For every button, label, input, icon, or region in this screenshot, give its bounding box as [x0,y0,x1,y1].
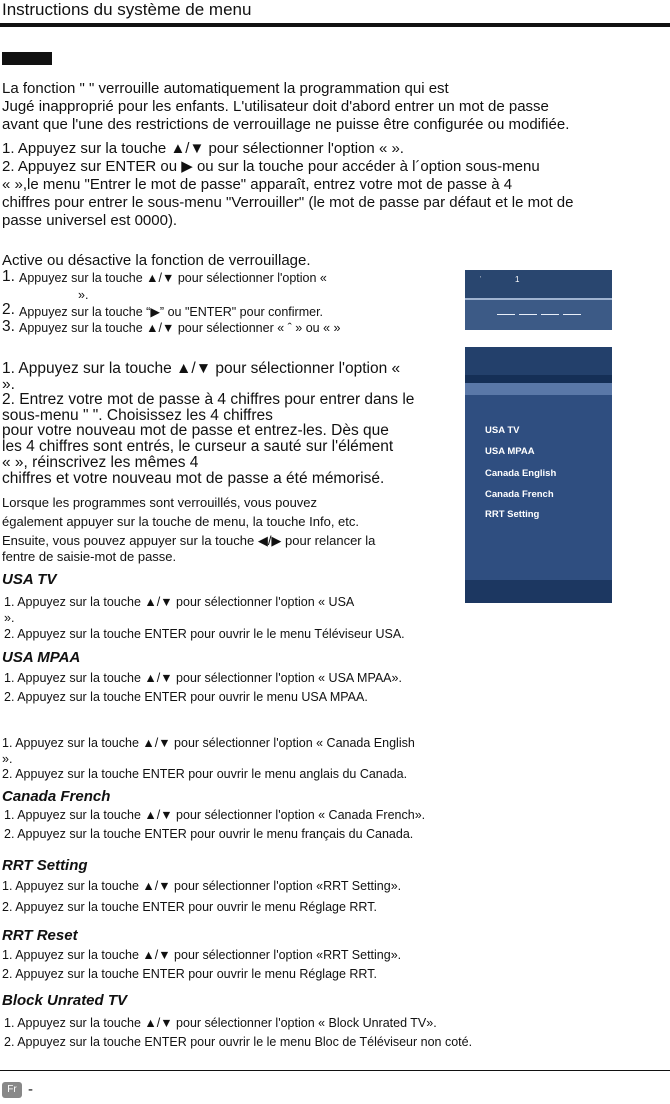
password-panel-header [465,270,612,298]
step-line: « »,le menu "Entrer le mot de passe" apparaît, entrez votre mot de passe à 4 [2,176,513,193]
redacted-label-bar [2,52,52,65]
section-line: 1. Appuyez sur la touche ▲/▼ pour sélectionner l'option « USA [4,595,355,609]
intro-line: La fonction " " verrouille automatiquement la programmation qui est [2,80,449,97]
step-line: 2. Appuyez sur ENTER ou ▶ ou sur la touche pour accéder à l´option sous-menu [2,158,540,175]
section-line: 2. Appuyez sur la touche ENTER pour ouvrir le menu anglais du Canada. [2,767,408,781]
lock-step-num: 2. [2,301,15,318]
lock-menu-highlight [465,375,612,383]
section-heading-usa-tv: USA TV [2,571,57,588]
password-step: « », réinscrivez les mêmes 4 [2,454,199,471]
password-step: 2. Entrez votre mot de passe à 4 chiffres pour entrer dans le [2,391,415,408]
section-heading-canada-french: Canada French [2,788,111,805]
lock-step-num: 1. [2,268,15,285]
section-line: 2. Appuyez sur la touche ENTER pour ouvrir le menu USA MPAA. [4,690,368,704]
info-line: Lorsque les programmes sont verrouillés, vous pouvez [2,495,318,510]
section-line: 2. Appuyez sur la touche ENTER pour ouvrir le menu français du Canada. [4,827,414,841]
password-digit-slot[interactable] [541,314,559,315]
lock-description: Active ou désactive la fonction de verrouillage. [2,252,311,269]
lock-step: ». [78,288,89,302]
menu-item-usa-mpaa[interactable]: USA MPAA [485,446,535,457]
page-title: Instructions du système de menu [2,0,252,19]
info-line: Ensuite, vous pouvez appuyer sur la touche ◀/▶ pour relancer la [2,533,376,548]
section-line: 1. Appuyez sur la touche ▲/▼ pour sélectionner l'option «RRT Setting». [2,879,402,893]
password-step: ». [2,376,15,393]
info-line: également appuyer sur la touche de menu, la touche Info, etc. [2,514,360,529]
lock-step: Appuyez sur la touche “▶” ou "ENTER" pour confirmer. [19,305,324,319]
lock-menu-selected-bar [465,383,612,395]
intro-line: Jugé inapproprié pour les enfants. L'utilisateur doit d'abord entrer un mot de passe [2,98,549,115]
password-panel-tick: ˈ [479,275,482,284]
section-heading-rrt-reset: RRT Reset [2,927,78,944]
section-line: 1. Appuyez sur la touche ▲/▼ pour sélectionner l'option « USA MPAA». [4,671,402,685]
lock-step: Appuyez sur la touche ▲/▼ pour sélectionner « ˆ » ou « » [19,321,341,335]
section-line: 2. Appuyez sur la touche ENTER pour ouvrir le menu Réglage RRT. [2,900,377,914]
lock-step-num: 3. [2,318,15,335]
footer-rule [0,1070,670,1071]
section-line: 1. Appuyez sur la touche ▲/▼ pour sélectionner l'option « Canada English [2,736,415,750]
section-line: ». [4,611,15,625]
section-line: 1. Appuyez sur la touche ▲/▼ pour sélectionner l'option «RRT Setting». [2,948,402,962]
password-digit-slot[interactable] [563,314,581,315]
password-panel-divider [465,298,612,300]
password-entry-panel [465,270,612,330]
password-step: 1. Appuyez sur la touche ▲/▼ pour sélectionner l'option « [2,360,401,377]
page-number-dash: - [28,1081,33,1098]
password-step: chiffres et votre nouveau mot de passe a été mémorisé. [2,470,385,487]
intro-line: avant que l'une des restrictions de verrouillage ne puisse être configurée ou modifiée. [2,116,570,133]
lock-menu-header [465,347,612,375]
menu-item-usa-tv[interactable]: USA TV [485,425,520,436]
section-line: 2. Appuyez sur la touche ENTER pour ouvrir le le menu Téléviseur USA. [4,627,405,641]
password-step: pour votre nouveau mot de passe et entrez-les. Dès que [2,422,389,439]
section-heading-rrt-setting: RRT Setting [2,857,88,874]
password-panel-digit: 1 [515,275,520,284]
lock-step: Appuyez sur la touche ▲/▼ pour sélectionner l'option « [19,271,327,285]
password-step: les 4 chiffres sont entrés, le curseur a sauté sur l'élément [2,438,394,455]
step-line: chiffres pour entrer le sous-menu "Verrouiller" (le mot de passe par défaut et le mot de [2,194,574,211]
section-heading-block-unrated-tv: Block Unrated TV [2,992,128,1009]
password-step: sous-menu " ". Choisissez les 4 chiffres [2,407,273,424]
step-line: passe universel est 0000). [2,212,178,229]
section-line: ». [2,752,13,766]
section-line: 1. Appuyez sur la touche ▲/▼ pour sélectionner l'option « Block Unrated TV». [4,1016,437,1030]
language-badge: Fr [2,1082,22,1098]
lock-menu-footer [465,580,612,603]
password-digit-slot[interactable] [519,314,537,315]
lock-menu-panel [465,347,612,603]
section-heading-usa-mpaa: USA MPAA [2,649,81,666]
password-digit-slot[interactable] [497,314,515,315]
section-line: 2. Appuyez sur la touche ENTER pour ouvrir le le menu Bloc de Téléviseur non coté. [4,1035,473,1049]
step-line: 1. Appuyez sur la touche ▲/▼ pour sélectionner l'option « ». [2,140,404,157]
info-line: fentre de saisie-mot de passe. [2,549,177,564]
menu-item-canada-french[interactable]: Canada French [485,489,554,500]
section-line: 2. Appuyez sur la touche ENTER pour ouvrir le menu Réglage RRT. [2,967,377,981]
menu-item-rrt-setting[interactable]: RRT Setting [485,509,540,520]
menu-item-canada-english[interactable]: Canada English [485,468,557,479]
title-rule [0,23,670,27]
section-line: 1. Appuyez sur la touche ▲/▼ pour sélectionner l'option « Canada French». [4,808,426,822]
